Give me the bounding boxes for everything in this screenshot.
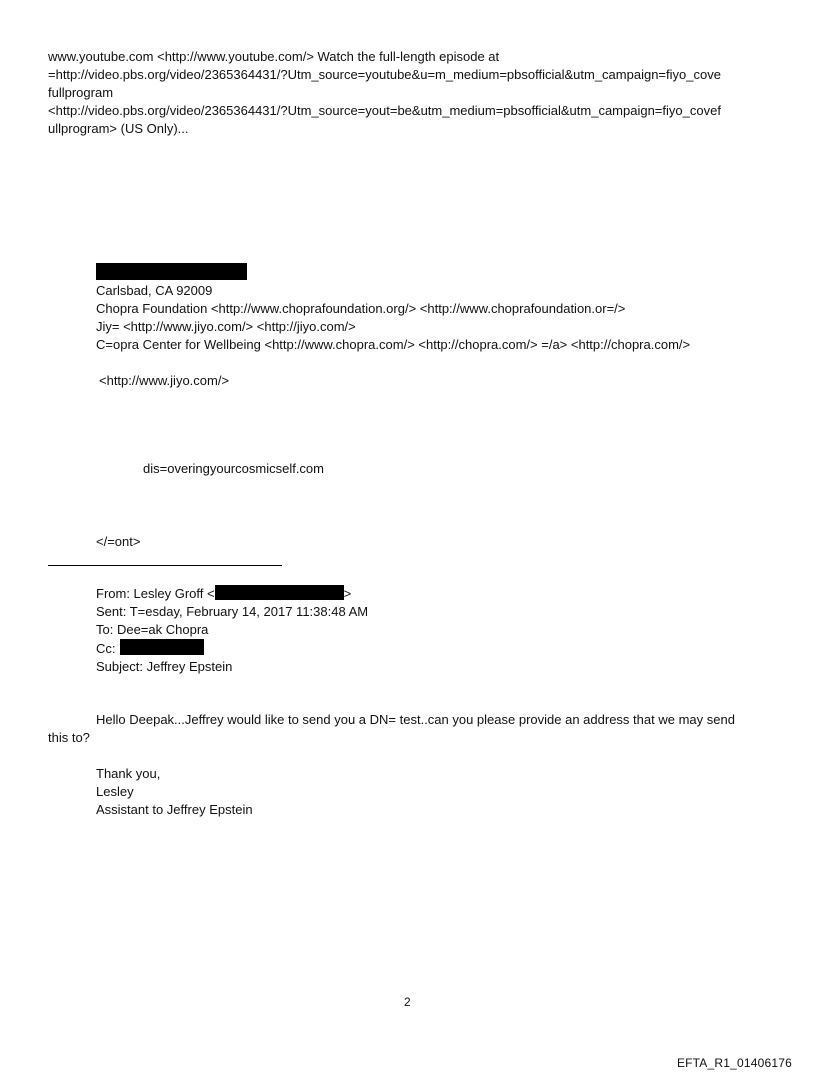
redacted-name: [96, 263, 247, 280]
email-subject: Subject: Jeffrey Epstein: [96, 659, 233, 674]
header-line: <http://video.pbs.org/video/2365364431/?Utm_source=yout=be&utm_medium=pbsofficial&utm_campaign=fiyo_covef: [48, 103, 721, 118]
header-line: fullprogram: [48, 85, 114, 100]
email-closing: Thank you,: [96, 766, 161, 781]
email-signoff-title: Assistant to Jeffrey Epstein: [96, 802, 253, 817]
signature-foundation: Chopra Foundation <http://www.choprafoundation.org/> <http://www.choprafoundation.or=/>: [96, 301, 626, 316]
email-sent: Sent: T=esday, February 14, 2017 11:38:48 AM: [96, 604, 369, 619]
redacted-email: [215, 585, 344, 600]
signature-city: Carlsbad, CA 92009: [96, 283, 213, 298]
email-to: To: Dee=ak Chopra: [96, 622, 209, 637]
signature-jiyo: Jiy= <http://www.jiyo.com/> <http://jiyo.com/>: [96, 319, 356, 334]
signature-jiyo-link: <http://www.jiyo.com/>: [99, 373, 230, 388]
header-text-block: [48, 48, 721, 138]
redaction-bar: [96, 263, 247, 283]
page-number: 2: [404, 995, 411, 1009]
header-line: www.youtube.com <http://www.youtube.com/> Watch the full-length episode at: [48, 49, 500, 64]
email-cc: [96, 639, 368, 658]
signature-block: [96, 282, 690, 354]
email-header: [96, 585, 368, 676]
email-from: [96, 585, 368, 603]
email-closing-block: [96, 765, 253, 819]
signature-font-tag: </=ont>: [96, 534, 141, 549]
signature-dis-line: dis=overingyourcosmicself.com: [143, 461, 324, 476]
email-body-line2: this to?: [48, 730, 90, 745]
email-from-label: From: Lesley Groff <: [96, 586, 215, 601]
email-cc-label: Cc:: [96, 641, 116, 656]
document-id: EFTA_R1_01406176: [676, 1056, 792, 1070]
header-line: =http://video.pbs.org/video/2365364431/?Utm_source=youtube&u=m_medium=pbsofficial&utm_campaign=fiyo_cove: [48, 67, 721, 82]
email-body-line1: Hello Deepak...Jeffrey would like to send you a DN= test..can you please provide an address that we may send: [96, 712, 735, 727]
signature-center: C=opra Center for Wellbeing <http://www.chopra.com/> <http://chopra.com/> =/a> <http://chopra.com/>: [96, 337, 691, 352]
divider-rule: [48, 565, 282, 566]
email-signoff-name: Lesley: [96, 784, 134, 799]
redacted-cc: [120, 639, 204, 655]
header-line: ullprogram> (US Only)...: [48, 121, 189, 136]
email-from-end: >: [343, 586, 352, 601]
